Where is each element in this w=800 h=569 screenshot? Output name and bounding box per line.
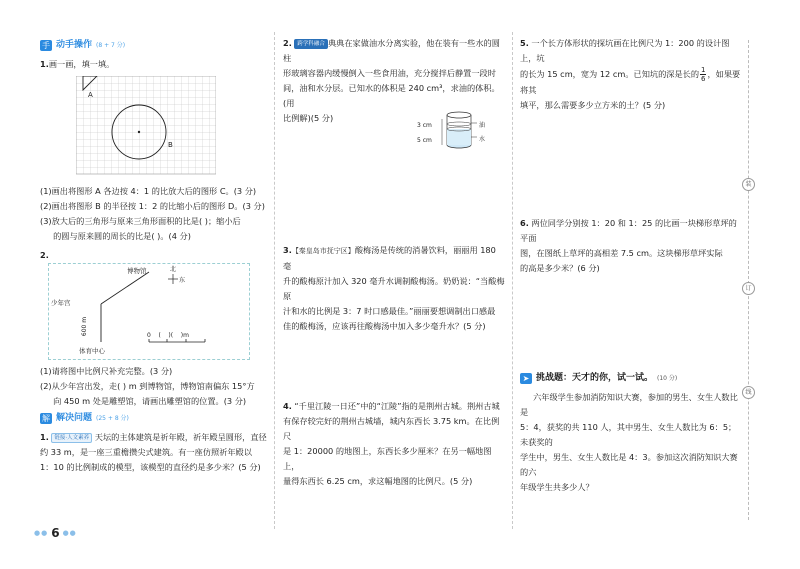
- fraction-one-sixth: $\frac{1}{6}$: [701, 66, 706, 83]
- q1-sub2: (2)画出将图形 B 的半径按 1：2 的比缩小后的图形 D。(3 分): [40, 201, 265, 211]
- problem-5: 5. 一个长方体形状的探坑画在比例尺为 1：200 的设计图上，坑 的长为 15 cm，宽为 12 cm。已知坑的深是长的 $\frac{1}{6}$ ，如果要将其 填平，那么需要多少立方米的土？(5 分): [520, 38, 741, 110]
- page-number: [34, 526, 77, 540]
- dots-decoration: ●●: [34, 529, 49, 537]
- q1-sub3a: (3)放大后的三角形与原来三角形面积的比是( )；缩小后: [40, 216, 241, 226]
- q1-sub3b: 的圆与原来圆的周长的比是( )。(4 分): [53, 231, 191, 241]
- challenge-note: (10 分): [657, 375, 678, 382]
- problem-2: 2. 跨学科融合 典典在家做油水分离实验，他在装有一些水的圆柱 形玻璃容器内缓慢倒入一些食用油，充分搅拌后静置一段时 间，油和水分层。已知水的体积是 240 cm³，求油的体积。(用 比例解)(5 分) 3 cm 5 cm 油 水: [283, 36, 505, 151]
- column-1: [40, 36, 268, 475]
- problem-4: 4. “千里江陵一日还”中的“江陵”指的是荆州古城。荆州古城 有保存较完好的荆州古城墙，城内东西长 3.75 km。在比例尺 是 1：20000 的地图上，东西长多少厘米？在另一幅地图上， 量得东西长 6.25 cm，求这幅地图的比例尺。(5 分): [283, 401, 500, 486]
- section-title: 解决问题: [56, 413, 93, 423]
- tag-region: 【秦皇岛市抚宁区】: [291, 247, 355, 255]
- gym-label: 体育中心: [79, 347, 105, 355]
- solve-icon: 解: [42, 414, 50, 423]
- scale-labels: 0 ( )( )m: [147, 332, 189, 339]
- problem-1-line3: 1：10 的比例制成的模型，该模型的直径约是多少米？(5 分): [40, 462, 261, 472]
- question-2-number: 2.: [40, 250, 49, 260]
- dim-3cm: 3 cm: [417, 122, 432, 129]
- problem-3: 3.【秦皇岛市抚宁区】酸梅汤是传统的消暑饮料，丽丽用 180 毫 升的酸梅原汁加入 320 毫升水调制酸梅汤。奶奶说：“当酸梅原 汁和水的比例是 3：7 时口感最佳。”丽丽要想调制出口感最 佳的酸梅汤，应该再往酸梅汤中加入多少毫升水？(5 分): [283, 245, 505, 331]
- column-divider: [512, 32, 513, 529]
- drawing-grid: [76, 76, 216, 176]
- cylinder-figure: [417, 111, 497, 151]
- problem-1-line1: 1. 链接·人文素养 天坛的主体建筑是祈年殿，祈年殿呈圆形，直径: [40, 432, 267, 442]
- challenge-title: 挑战题：天才的你，试一试。: [536, 373, 654, 383]
- q2-sub1: (1)请将图中比例尺补充完整。(3 分): [40, 366, 173, 376]
- tag-interdisciplinary: 跨学科融合: [294, 39, 328, 49]
- rocket-icon: ➤: [520, 373, 532, 384]
- problem-1-line2: 约 33 m，是一座三重檐攒尖式建筑。有一座仿照祈年殿以: [40, 447, 252, 457]
- column-divider: [274, 32, 275, 529]
- museum-label: 博物馆: [127, 267, 147, 275]
- column-2: [283, 36, 505, 489]
- grid-figure: [76, 76, 216, 176]
- section-note: (8 + 7 分): [96, 42, 126, 49]
- palace-label: 少年宫: [51, 299, 71, 307]
- north-label: 北: [170, 266, 177, 273]
- section-header-problems: [40, 411, 268, 426]
- problem-6: 6. 两位同学分别按 1：20 和 1：25 的比画一块梯形草坪的平面 图，在图纸上草坪的高相差 7.5 cm。这块梯形草坪实际 的高是多少米？(6 分): [520, 218, 737, 273]
- page-number-value: 6: [51, 526, 60, 540]
- label-a: A: [88, 91, 93, 99]
- dots-decoration: ●●: [62, 529, 77, 537]
- q2-sub2b: 向 450 m 处是雕塑馆，请画出雕塑馆的位置。(3 分): [53, 396, 247, 406]
- challenge-problem: ➤ 挑战题：天才的你，试一试。 (10 分) 六年级学生参加消防知识大赛，参加的男生、女生人数比是 5：4，获奖的共 110 人，其中男生、女生人数比为 6：5；未获奖的 学生中，男生、女生人数比是 4：3。参加这次消防知识大赛的六 年级学生共多少人？: [520, 371, 742, 495]
- east-label: 东: [179, 277, 186, 284]
- section-title: 动手操作: [56, 40, 93, 50]
- hand-icon: 手: [42, 41, 50, 50]
- challenge-header: [520, 371, 742, 386]
- binding-mark-1: 装: [742, 178, 755, 191]
- distance-label: 600 m: [81, 316, 89, 337]
- q2-sub2a: (2)从少年宫出发，走( ) m 到博物馆，博物馆南偏东 15°方: [40, 381, 255, 391]
- binding-mark-3: 线: [742, 386, 755, 399]
- oil-label: 油: [479, 122, 486, 129]
- binding-mark-2: 订: [742, 282, 755, 295]
- section-note: (25 + 8 分): [96, 415, 129, 422]
- label-b: B: [168, 141, 173, 149]
- dim-5cm: 5 cm: [417, 137, 432, 144]
- column-3: [520, 36, 742, 495]
- binding-line: [748, 40, 749, 520]
- tag-culture: 链接·人文素养: [51, 433, 92, 443]
- section-header-operations: [40, 38, 268, 53]
- q1-sub1: (1)画出将图形 A 各边按 4：1 的比放大后的图形 C。(3 分): [40, 186, 257, 196]
- water-label: 水: [479, 136, 486, 143]
- question-1: 1.画一画，填一填。: [40, 59, 115, 69]
- map-figure: [48, 263, 250, 360]
